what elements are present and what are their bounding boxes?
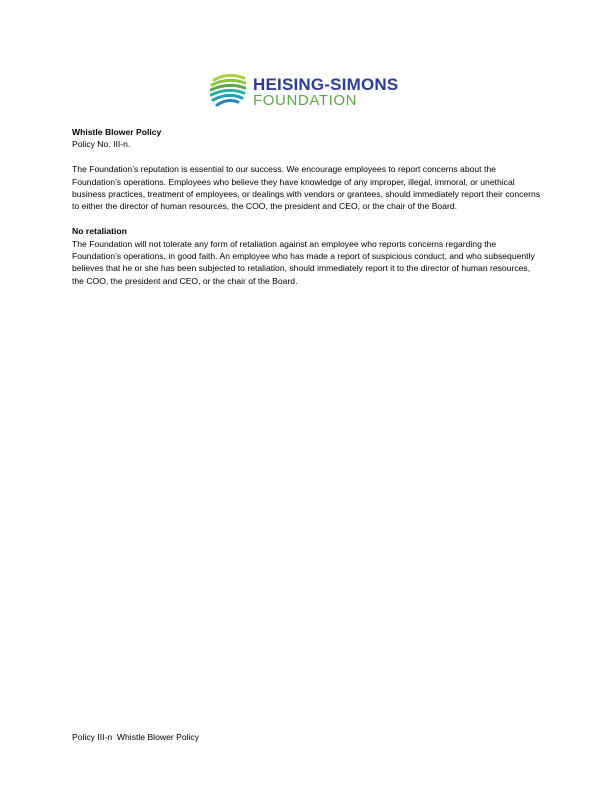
page-footer: Policy III-n Whistle Blower Policy bbox=[72, 732, 200, 742]
foundation-waves-icon bbox=[210, 70, 246, 108]
section-heading: No retaliation bbox=[72, 226, 127, 237]
foundation-logo bbox=[210, 70, 410, 110]
intro-paragraph: The Foundation’s reputation is essential to our success. We encourage employees to report concerns about the Foundation’s operations. Employees who believe they have knowledge of any improper, illegal, immoral, or unethical business practices, treatment of employees, or dealings with vendors or grantees, should immediately report their concerns to either the director of human resources, the COO, the president and CEO, or the chair of the Board. bbox=[72, 164, 541, 212]
logo-name-line1: HEISING-SIMONS bbox=[253, 75, 399, 94]
logo-name-line2: FOUNDATION bbox=[253, 92, 358, 109]
section-paragraph: The Foundation will not tolerate any form of retaliation against an employee who reports concerns regarding the Foundation’s operations, in good faith. An employee who has made a report of suspicious conduct, and who subsequently believes that he or she has been subjected to retaliation, should immediately report it to the director of human resources, the COO, the president and CEO, or the chair of the Board. bbox=[72, 238, 535, 286]
policy-title: Whistle Blower Policy bbox=[72, 127, 162, 137]
policy-body bbox=[72, 126, 542, 287]
policy-number: Policy No. III-n. bbox=[72, 139, 131, 150]
